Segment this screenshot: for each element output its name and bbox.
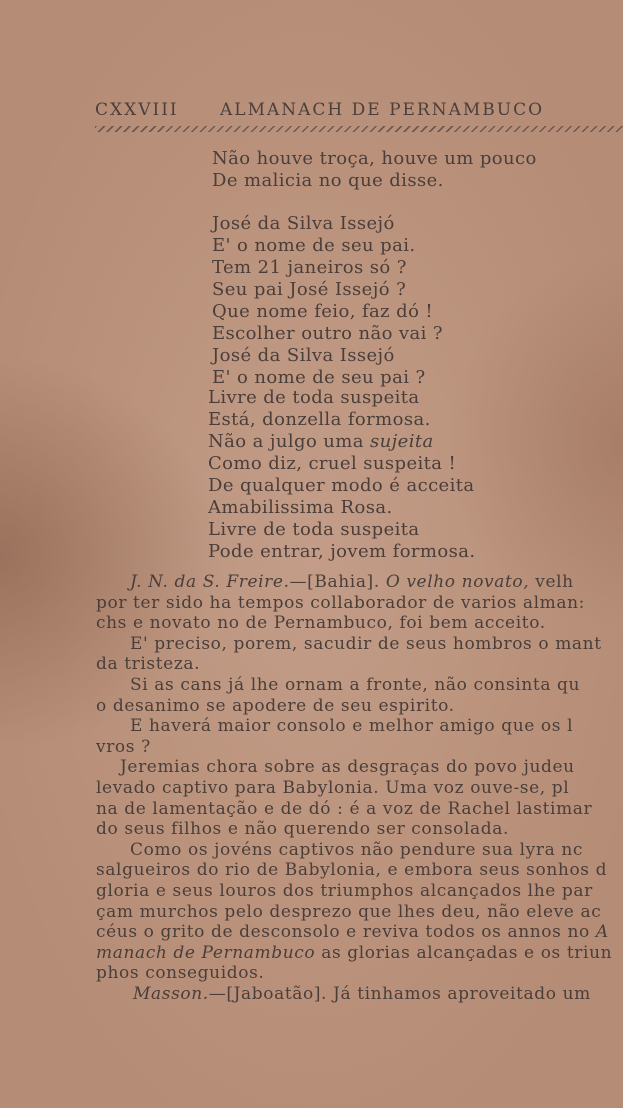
- prose-line: çam murchos pelo desprezo que lhes deu, não eleve ac: [96, 901, 602, 922]
- verse-line: De malicia no que disse.: [212, 170, 444, 191]
- verse-line: De qualquer modo é acceita: [208, 475, 475, 496]
- prose-text: velh: [535, 572, 574, 592]
- verse-line: Pode entrar, jovem formosa.: [208, 541, 476, 562]
- verse-line: José da Silva Issejó: [212, 345, 395, 366]
- prose-line: da tristeza.: [96, 654, 201, 675]
- verse-line: Como diz, cruel suspeita !: [208, 453, 457, 474]
- prose-line: manach de Pernambuco as glorias alcançadas e os triun: [96, 942, 613, 963]
- verse-line: Está, donzella formosa.: [208, 409, 431, 430]
- prose-line: na de lamentação e de dó : é a voz de Rachel lastimar: [96, 798, 593, 819]
- prose-line: Como os jovéns captivos não pendure sua lyra nc: [130, 839, 584, 860]
- verse-line: Livre de toda suspeita: [208, 387, 420, 408]
- prose-line: salgueiros do rio de Babylonia, e embora seus sonhos d: [96, 860, 608, 881]
- running-title: ALMANACH DE PERNAMBUCO: [220, 100, 545, 120]
- verse-line: José da Silva Issejó: [212, 213, 395, 234]
- verse-line: [0, 431, 623, 453]
- verse-line: E' o nome de seu pai ?: [212, 367, 426, 388]
- verse-line: Livre de toda suspeita: [208, 519, 420, 540]
- stanza-2: [0, 213, 623, 389]
- contributor-name: J. N. da S. Freire.: [130, 572, 290, 592]
- prose-line: Si as cans já lhe ornam a fronte, não consinta qu: [130, 674, 581, 695]
- prose-line: phos conseguidos.: [96, 963, 265, 984]
- contributor-name: Masson.: [133, 983, 209, 1004]
- verse-line: E' o nome de seu pai.: [212, 235, 416, 256]
- prose-line: do seus filhos e não querendo ser consolada.: [96, 819, 509, 840]
- prose-line: [0, 572, 623, 593]
- prose-line: por ter sido ha tempos collaborador de varios alman:: [96, 592, 586, 613]
- prose-line: E' preciso, porem, sacudir de seus hombros o mant: [130, 633, 602, 654]
- verse-line: Não houve troça, houve um pouco: [212, 148, 537, 169]
- verse-text: Não a julgo uma: [208, 431, 371, 452]
- page-number: CXXVIII: [95, 100, 179, 120]
- verse-line: Escolher outro não vai ?: [212, 323, 443, 344]
- verse-italic-word: sujeita: [370, 431, 434, 452]
- verse-line: Amabilissima Rosa.: [208, 497, 393, 518]
- verse-line: Que nome feio, faz dó !: [212, 301, 434, 322]
- prose-line: vros ?: [96, 736, 151, 757]
- prose-line: céus o grito de desconsolo e reviva todos os annos no A: [96, 922, 609, 943]
- stanza-3: [0, 387, 623, 563]
- prose-line: E haverá maior consolo e melhor amigo que os l: [130, 716, 574, 737]
- contributor-quote: O velho novato,: [385, 572, 530, 592]
- publication-title: manach de Pernambuco: [96, 942, 316, 963]
- contributor-place: —[Bahia].: [289, 572, 380, 592]
- verse-line: Tem 21 janeiros só ?: [212, 257, 407, 278]
- header-rule: [95, 126, 623, 132]
- running-header: [95, 100, 623, 120]
- prose-line: chs e novato no de Pernambuco, foi bem acceito.: [96, 613, 546, 634]
- prose-line: Masson.—[Jaboatão]. Já tinhamos aproveitado um: [133, 983, 591, 1004]
- prose-line: Jeremias chora sobre as desgraças do povo judeu: [120, 757, 575, 778]
- prose-line: o desanimo se apodere de seu espirito.: [96, 695, 455, 716]
- prose-block: [0, 572, 623, 1004]
- prose-line: levado captivo para Babylonia. Uma voz ouve-se, pl: [96, 777, 570, 798]
- verse-line: Seu pai José Issejó ?: [212, 279, 407, 300]
- stanza-1: [0, 148, 623, 192]
- prose-line: gloria e seus louros dos triumphos alcançados lhe par: [96, 880, 593, 901]
